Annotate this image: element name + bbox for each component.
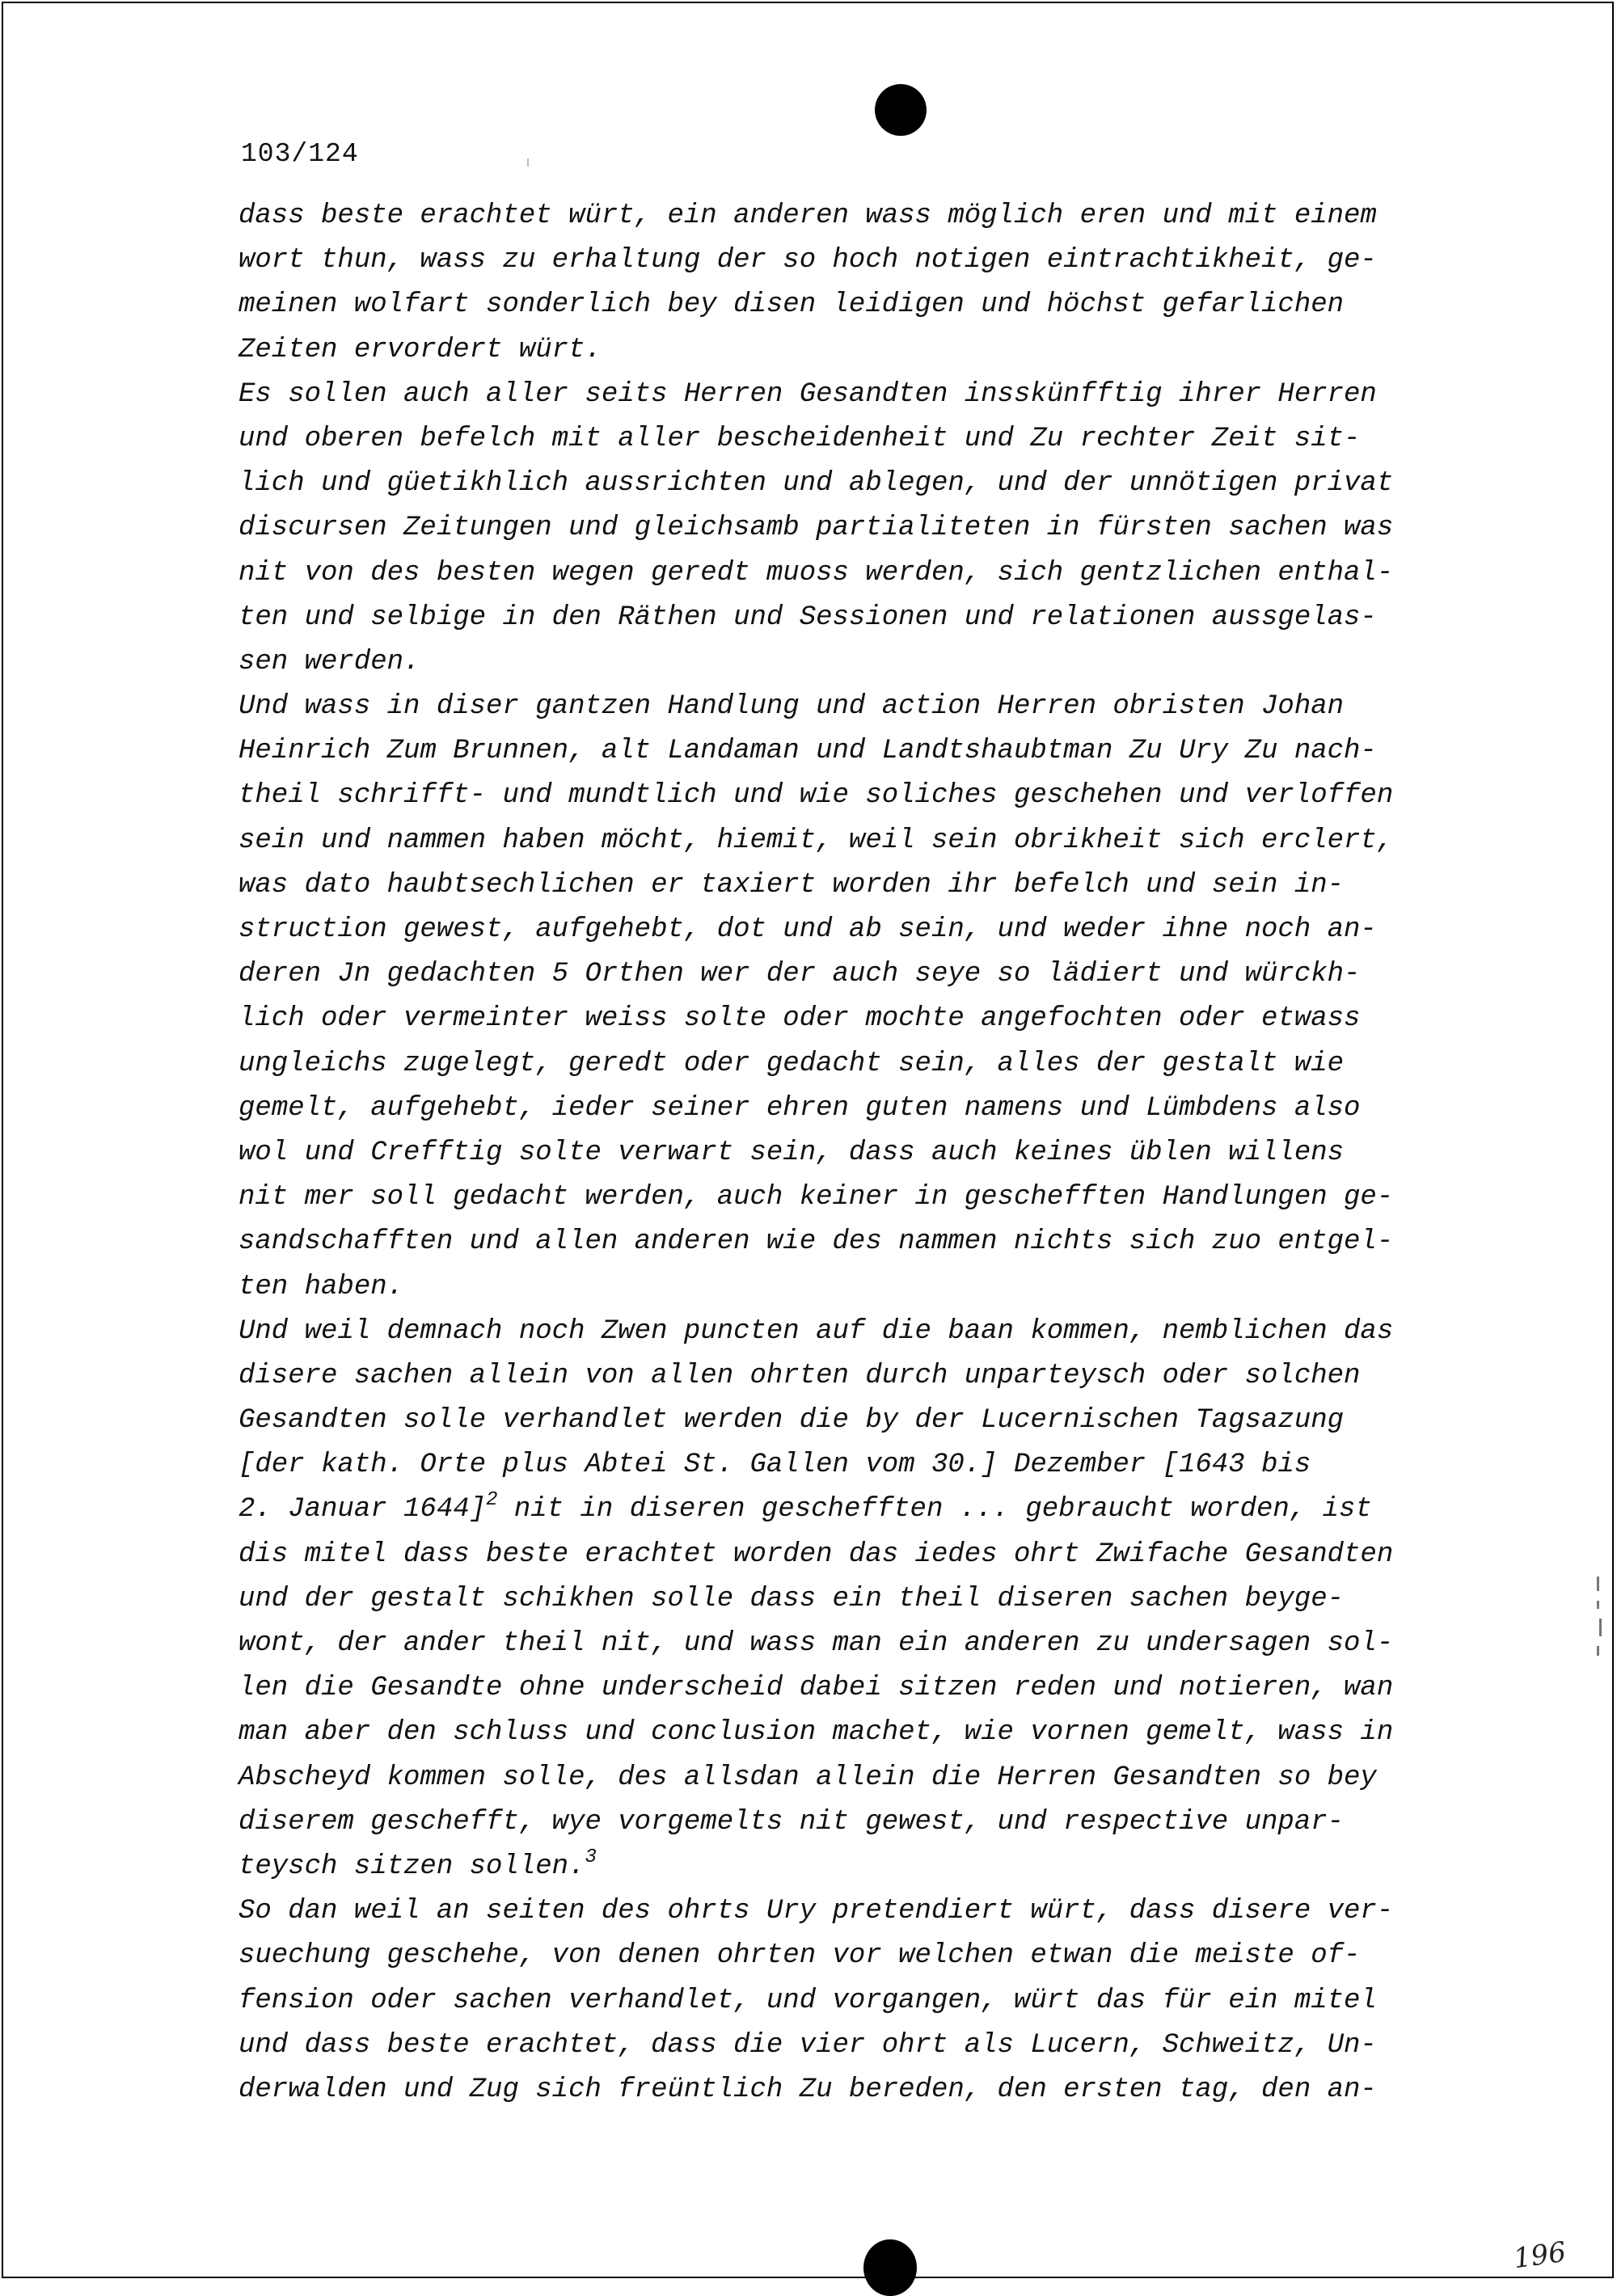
text-line: [der kath. Orte plus Abtei St. Gallen vom 30.] Dezember [1643 bis [239,1450,1311,1481]
text-line-with-footnote [239,1488,1484,1532]
text-line: wont, der ander theil nit, und wass man ein anderen zu undersagen sol- [239,1628,1394,1659]
scan-artifact-marks [1597,1576,1603,1665]
page-reference: 103/124 [241,139,359,169]
scan-tick-mark [527,158,529,167]
text-line: diserem geschefft, wye vorgemelts nit gewest, und respective unpar- [239,1806,1345,1838]
text-line: Zeiten ervordert würt. [239,334,602,365]
text-line: sein und nammen haben möcht, hiemit, weil sein obrikheit sich erclert, [239,825,1394,856]
transcription-body [239,194,1484,2112]
text-line: und der gestalt schikhen solle dass ein theil diseren sachen beyge- [239,1583,1345,1614]
text-line: nit mer soll gedacht werden, auch keiner in geschefften Handlungen ge- [239,1182,1394,1213]
text-line: suechung geschehe, von denen ohrten vor welchen etwan die meiste of- [239,1940,1361,1972]
text-line: discursen Zeitungen und gleichsamb partialiteten in fürsten sachen was [239,513,1394,544]
text-line: len die Gesandte ohne underscheid dabei sitzen reden und notieren, wan [239,1673,1394,1704]
text-line: ten und selbige in den Räthen und Sessionen und relationen aussgelas- [239,601,1377,633]
text-line: Und weil demnach noch Zwen puncten auf die baan kommen, nemblichen das [239,1315,1394,1347]
text-line: gemelt, aufgehebt, ieder seiner ehren guten namens und Lümbdens also [239,1092,1361,1124]
text-line: man aber den schluss und conclusion machet, wie vornen gemelt, wass in [239,1717,1394,1749]
text-line: fension oder sachen verhandlet, und vorgangen, würt das für ein mitel [239,1985,1377,2016]
text-line: wol und Crefftig solte verwart sein, dass auch keines üblen willens [239,1137,1345,1168]
text-line: derwalden und Zug sich freüntlich Zu bereden, den ersten tag, den an- [239,2074,1377,2105]
punch-hole-bottom [863,2239,917,2296]
text-line: So dan weil an seiten des ohrts Ury pretendiert würt, dass disere ver- [239,1896,1394,1927]
text-segment: 2. Januar 1644] [239,1494,487,1526]
text-line: und oberen befelch mit aller bescheidenheit und Zu rechter Zeit sit- [239,423,1361,454]
text-line: disere sachen allein von allen ohrten durch unparteysch oder solchen [239,1360,1361,1391]
text-line: theil schrifft- und mundtlich und wie soliches geschehen und verloffen [239,780,1394,812]
text-line-with-footnote [239,1845,1484,1889]
text-line: lich und güetikhlich aussrichten und ablegen, und der unnötigen privat [239,468,1394,500]
text-line: sandschafften und allen anderen wie des nammen nichts sich zuo entgel- [239,1226,1394,1258]
text-line: meinen wolfart sonderlich bey disen leidigen und höchst gefarlichen [239,289,1345,321]
text-line: Und wass in diser gantzen Handlung und action Herren obristen Johan [239,691,1345,723]
text-segment: nit in diseren geschefften ... gebraucht worden, ist [497,1494,1372,1526]
text-line: Es sollen auch aller seits Herren Gesandten insskünfftig ihrer Herren [239,378,1377,410]
punch-hole-top [875,84,927,136]
text-segment: teysch sitzen sollen. [239,1851,585,1882]
text-line: was dato haubtsechlichen er taxiert worden ihr befelch und sein in- [239,869,1345,901]
text-line: nit von des besten wegen geredt muoss werden, sich gentzlichen enthal- [239,557,1394,589]
text-line: sen werden. [239,646,420,677]
text-line: Gesandten solle verhandlet werden die by der Lucernischen Tagsazung [239,1405,1345,1437]
text-line: Heinrich Zum Brunnen, alt Landaman und Landtshaubtman Zu Ury Zu nach- [239,736,1377,767]
text-line: dis mitel dass beste erachtet worden das iedes ohrt Zwifache Gesandten [239,1538,1394,1570]
text-line: struction gewest, aufgehebt, dot und ab sein, und weder ihne noch an- [239,914,1377,945]
text-line: ten haben. [239,1271,404,1302]
text-line: dass beste erachtet würt, ein anderen wass möglich eren und mit einem [239,200,1377,231]
footnote-marker: 3 [585,1846,597,1868]
text-line: Abscheyd kommen solle, des allsdan allein die Herren Gesandten so bey [239,1762,1377,1793]
text-line: und dass beste erachtet, dass die vier ohrt als Lucern, Schweitz, Un- [239,2029,1377,2061]
text-line: lich oder vermeinter weiss solte oder mochte angefochten oder etwass [239,1003,1361,1035]
text-line: wort thun, wass zu erhaltung der so hoch notigen eintrachtikheit, ge- [239,245,1377,276]
text-line: deren Jn gedachten 5 Orthen wer der auch seye so lädiert und würckh- [239,959,1361,990]
folio-number: 196 [1511,2235,1568,2276]
footnote-marker: 2 [486,1489,498,1512]
text-line: ungleichs zugelegt, geredt oder gedacht sein, alles der gestalt wie [239,1048,1345,1079]
